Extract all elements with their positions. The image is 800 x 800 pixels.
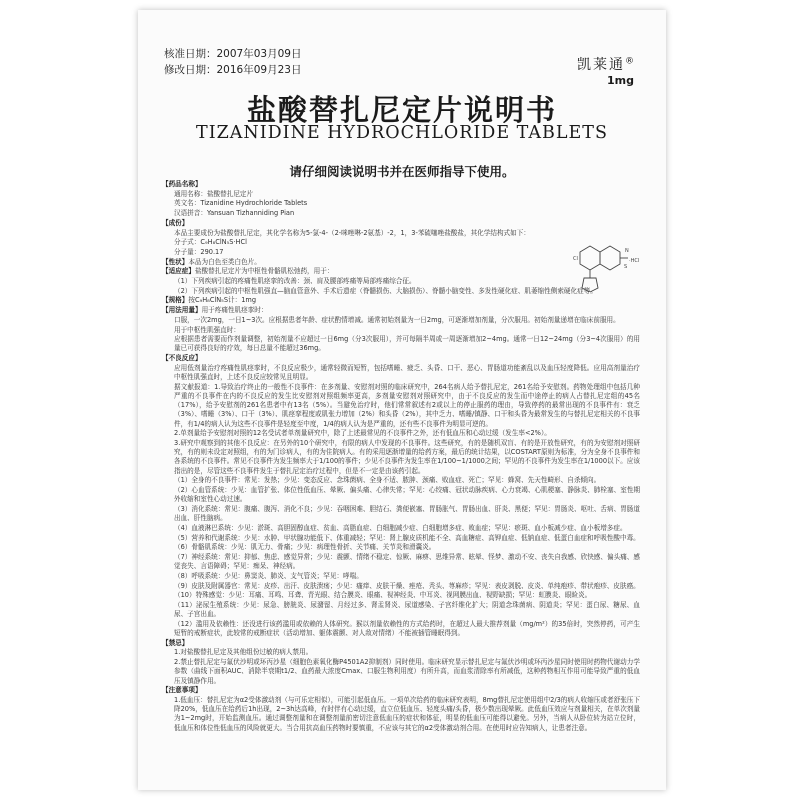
svg-text:Cl: Cl [573,256,578,262]
indication-text: 盐酸替扎尼定片为中枢性骨骼肌松弛药，用于： [194,267,334,276]
section-contraindication-head: 【禁忌】 [162,638,189,647]
adverse-item-8: （4）血液淋巴系统：少见：淤斑、高胆固醇血症、贫血、高脂血症、白细胞减少症、白细胞增多症、败血症；罕见：瘀斑、血小板减少症、血小板增多症。 [174,523,627,532]
brand-block [577,54,636,87]
brand-name: 凯莱通 [577,57,625,73]
molecular-weight: 分子量：290.17 [174,247,224,256]
adverse-item-12: （8）呼吸系统：少见：鼻窦炎、肺炎、支气管炎；罕见：哮喘。 [174,571,363,580]
adverse-item-4: 3.研究中观察到的其他不良反应：在另外的10个研究中，有限的病人中发现的不良事件。这些研究，有的是随机双盲、有的是开放性研究，有的为安慰剂对照研究，有的则未设定对照组，有的为门诊病人，有的为住院病人。有的采用逐渐增量的给药方案，最后的统计结果，以COSTART原则为标准，分为全身不良事件和各系统的不良事件。常见不良事件为发生频率大于1/100的事件；少见不良事件为发生率在1/100~1/1000之间；罕见的不良事件为发生率在1/1000以下。应该指出的是，尽管这些不良事件发生于替扎尼定治疗过程中，但是不一定是由该药引起。 [174,438,640,475]
adverse-item-13: （9）皮肤及附属器官：常见：皮疹、出汗、皮肤溃疡；少见：瘙痒、皮肤干燥、痤疮、秃头、荨麻疹；罕见：表皮剥脱、皮炎、单纯疱疹、带状疱疹、皮肤癌。 [174,581,640,590]
leaflet-page [138,10,666,790]
section-indication-head: 【适应症】 [162,267,195,276]
approval-date: 核准日期：2007年03月09日 [164,48,302,60]
dosage-item-3: 应根据患者需要而作剂量调整，初始剂量不应超过一日6mg（分3次服用），并可每隔半周或一周逐渐增加2~4mg。通常一日12~24mg（分3~4次服用）的用量已可获得良好的疗效，每日总量不能超过36mg。 [174,335,640,353]
precaution-item-1: 1.低血压：替扎尼定为α2受体激动剂（与可乐定相似），可能引起低血压。一项单次给药的临床研究表明，8mg替扎尼定使用组中2/3的病人收缩压或者舒张压下降20%，低血压在给药后1h出现，2~3h达高峰，有时伴有心动过缓，直立位低血压、轻度头痛/头昏，极少数出现晕厥。此低血压效应与剂量相关，在单次剂量为1~2mg时，开始监测血压。通过调整剂量和在调整剂量前密切注意低血压的症状和体征，明显的低血压可能得以避免。另外，当病人从卧位转为站立位时，低血压和体位性低血压的风险就更大。当合用抗高血压药物时要慎重，不应该与其它的α2受体激动剂合用。在使用时应告知病人，让患者注意。 [174,695,640,732]
section-dosage-head: 【用法用量】 [162,306,202,315]
molecular-formula: 分子式：C₉H₈ClN₅S·HCl [174,238,247,247]
adverse-item-9: （5）营养和代谢系统：少见：水肿、甲状腺功能低下、体重减轻；罕见：肾上腺皮质机能不全、高血糖症、高钾血症、低钠血症、低蛋白血症和呼吸性酸中毒。 [174,533,640,542]
english-name: 英文名：Tizanidine Hydrochloride Tablets [174,199,308,208]
pinyin-name: 汉语拼音：Yansuan Tizhanniding Pian [174,209,295,218]
contraindication-item-1: 1.对盐酸替扎尼定及其他组份过敏的病人禁用。 [174,648,313,657]
svg-text:N: N [625,248,629,254]
section-description-head: 【性状】 [162,257,189,266]
section-precautions-head: 【注意事项】 [162,686,202,695]
svg-text:·HCl: ·HCl [629,258,640,264]
dosage-text: 用于疼痛性肌痉挛时： [201,306,268,315]
dosage-item-1: 口服，一次2mg，一日1~3次。应根据患者年龄、症状酌情增减。通常初始剂量为一日2mg，可逐渐增加剂量，分次服用。初始剂量递增在临床前服用。 [174,315,620,324]
section-composition-head: 【成份】 [162,218,189,227]
adverse-item-7: （3）消化系统：常见：腹痛、腹泻、消化不良；少见：吞咽困难、胆结石、粪便嵌塞、胃肠胀气、胃肠出血、肝炎、黑便；罕见：胃肠炎、呕吐、舌病、胃肠道出血、肝性脑病。 [174,504,640,523]
contraindication-item-2: 2.禁止替扎尼定与氟伏沙明或环丙沙星（细胞色素氧化酶P4501A2抑制剂）同时使用。临床研究显示替扎尼定与氟伏沙明或环丙沙星同时使用时药物代谢动力学参数（曲线下面积AUC、消除半衰期t1/2、血药最大浓度Cmax、口服生物利用度）有所升高，而血浆清除率有所减低，这种药物相互作用可能导致严重的低血压及镇静作用。 [174,658,640,685]
adverse-item-10: （6）骨骼肌系统：少见：肌无力、骨痛；少见：病理性骨折、关节痛、关节炎和滑囊炎。 [174,543,436,552]
indication-item-1: （1）下列疾病引起的疼痛性肌痉挛的改善：颈、肩及腰部疼痛等局部疼痛综合征。 [174,277,416,286]
adverse-item-11: （7）神经系统：常见：抑郁、焦虑、感觉异常；少见：震颤、情绪不稳定、惊厥、麻痹、思维异常、眩晕、怪梦、激动不安、丧失自我感、欣快感、偏头痛、感觉丧失、言语障碍；罕见：痴呆、神经病。 [174,552,640,571]
dosage-item-2: 用于中枢性肌强直时： [174,325,240,334]
leaflet-body [162,180,640,778]
chemical-structure-icon [570,232,640,292]
section-adverse-head: 【不良反应】 [162,354,202,363]
section-spec-head: 【规格】 [162,296,189,305]
adverse-item-3: 2.单剂量给予安慰剂对照的12名受试者单剂量研究中，除了上述最常见的不良事件之外，还有低血压和心动过缓（发生率<2%）。 [174,429,551,438]
adverse-item-6: （2）心血管系统：少见：血管扩张、体位性低血压、晕厥、偏头痛、心律失常；罕见：心绞痛、冠状动脉疾病、心力衰竭、心肌梗塞、静脉炎、肺栓塞、室性期外收缩和室性心动过速。 [174,486,640,504]
adverse-item-2: 据文献报道：1.导致治疗终止的一般性不良事件：在多剂量、安慰剂对照的临床研究中，264名病人给予替扎尼定，261名给予安慰剂。药物处理组中包括几种严重的不良事件在内的不良反应的发生比安慰剂对照组频率更高，多剂量安慰剂对照研究中，由于不良反应的发生而中途停止的病人占替扎尼定组的45名（17%），给予安慰剂的261名患者中有13名（5%）。当避免治疗时，他们常常叙述有2或以上的停止服药的理由，导致停药的最常出现的不良事件有：衰乏（3%）、嗜睡（3%）、口干（3%）、肌痉挛程度或肌张力增加（2%）和头昏（2%），其中乏力、嗜睡/镇静、口干和头昏为最常发生的与替扎尼定相关的不良事件，有1/4的病人认为这些不良事件是轻度至中度，1/4的病人认为是严重的，还有些不良事件为明显可逆的。 [174,382,640,428]
adverse-item-1: 应用低剂量治疗疼痛性肌痉挛时，不良反应极少，通常轻微而短暂，包括嗜睡、疲乏、头昏、口干、恶心、胃肠道功能紊乱以及血压轻度降低。应用高剂量治疗中枢性肌强直时，上述不良反应较常见且明显。 [174,363,640,382]
adverse-item-16: （12）滥用及依赖性：还没进行该药滥用或依赖的人体研究。猴以剂量依赖性的方式给药时，在超过人最大推荐剂量（mg/m²）的35倍时，突然停药，可产生短暂的戒断症状，此较常的戒断症状（活动增加、躯体震颤、对人敌对情绪）不能被插管睡眠得到。 [174,619,640,638]
indication-item-2: （2）下列疾病引起的中枢性肌强直—脑血管意外、手术后遗症（脊髓损伤、大脑损伤）、脊髓小脑变性、多发性硬化症、肌萎缩性侧索硬化症等。 [174,286,597,295]
strength-label: 1mg [607,74,634,87]
revision-date: 修改日期：2016年09月23日 [164,64,302,76]
usage-notice: 请仔细阅读说明书并在医师指导下使用。 [289,164,515,179]
title-english: TIZANIDINE HYDROCHLORIDE TABLETS [196,123,608,143]
adverse-item-15: （11）泌尿生殖系统：少见：尿急、膀胱炎、尿潴留、月经过多、肾盂肾炎、尿道感染、子宫纤维化扩大；阴道念珠菌病、阴道炎；罕见：蛋白尿、糖尿、血尿、子宫出血。 [174,600,640,619]
adverse-item-14: （10）特殊感觉：少见：耳痛、耳鸣、耳聋、青光眼、结合膜炎、眼痛、视神经炎、中耳炎、视网膜出血、视野缺损；罕见：虹膜炎、眼睑炎。 [174,591,592,600]
date-block [164,46,301,78]
composition-text: 本品主要成份为盐酸替扎尼定，其化学名称为5-氯-4-（2-咪唑啉-2氨基）-2，1，3-苯硫噻唑盐酸盐，其化学结构式如下： [174,228,530,237]
adverse-item-5: （1）全身的不良事件：常见：发热；少见：变态反应、念珠菌病、全身不适、脓肿、颈痛、败血症、死亡；罕见：蜂窝、先天性畸形、自杀倾向。 [174,476,601,485]
generic-name: 通用名称：盐酸替扎尼定片 [174,189,254,198]
title-chinese: 盐酸替扎尼定片说明书 [246,93,557,127]
spec-text: 按C₉H₈ClN₅S计：1mg [188,296,257,305]
section-name-head: 【药品名称】 [162,180,202,188]
svg-text:S: S [624,264,628,270]
description-text: 本品为白色至类白色片。 [188,257,261,266]
registered-mark: ® [625,56,636,67]
